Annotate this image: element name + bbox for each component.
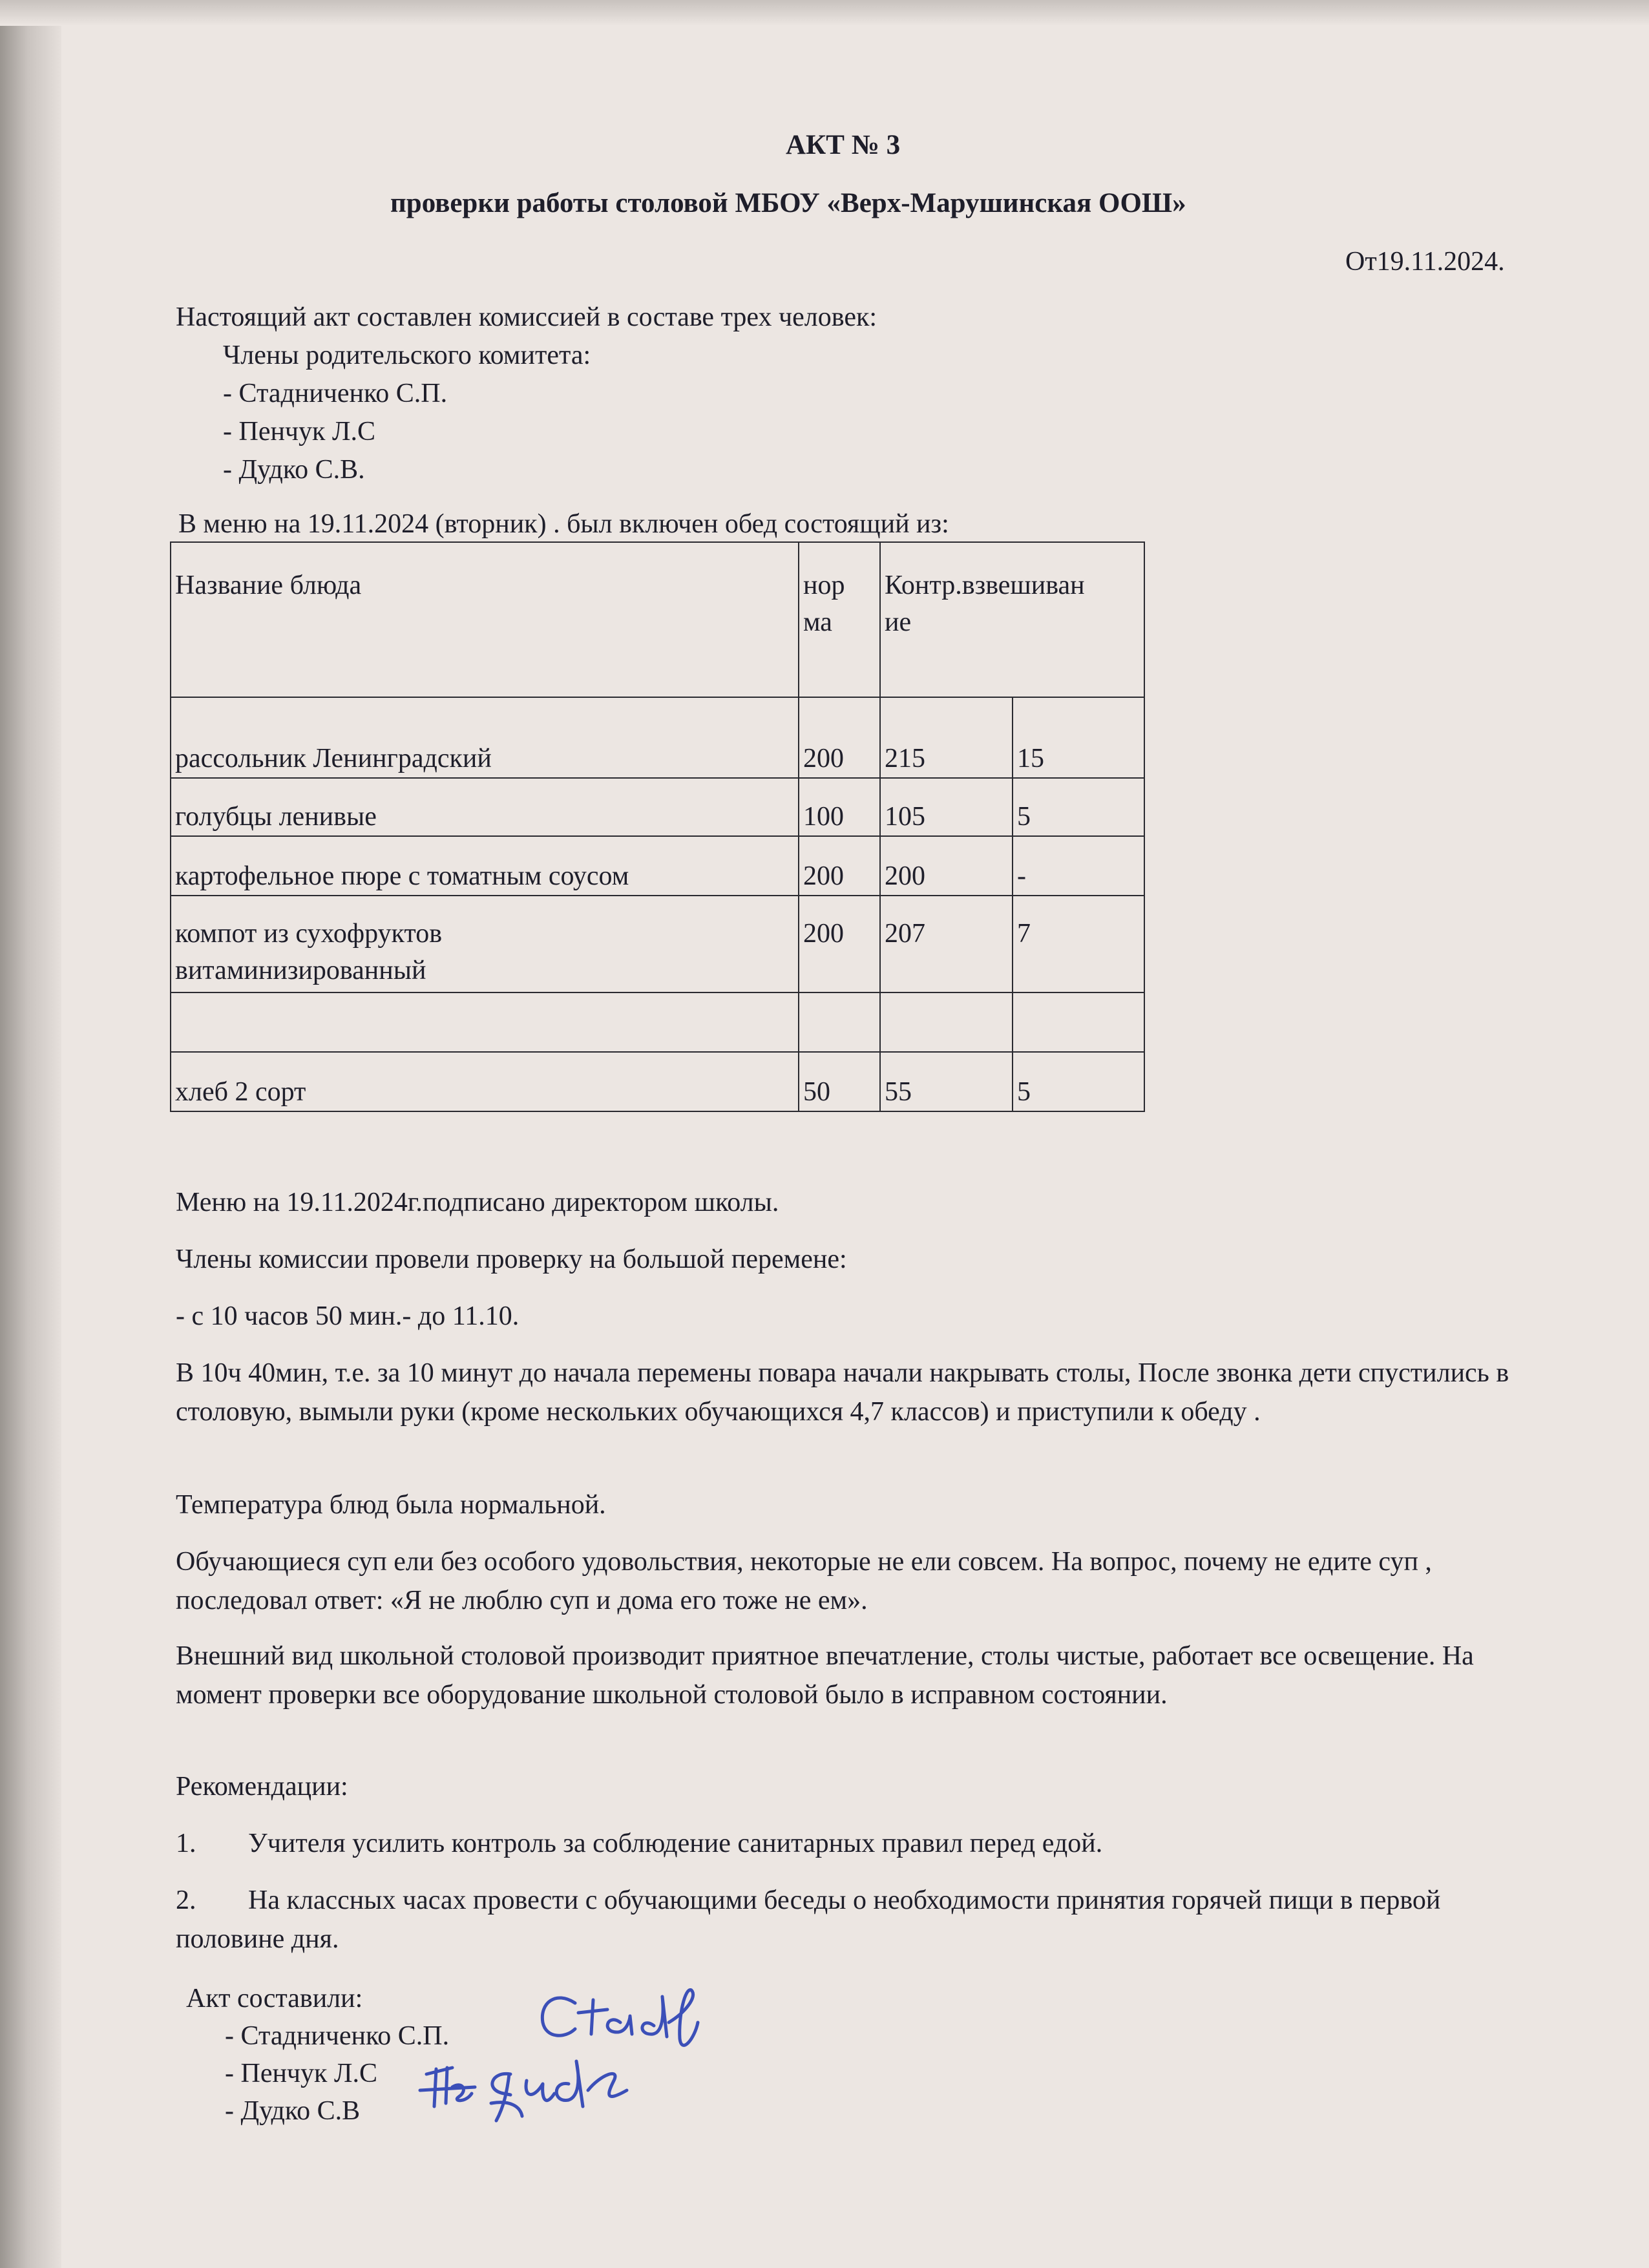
signatory-name: - Пенчук Л.С <box>225 2059 377 2088</box>
cell-dish: компот из сухофруктов витаминизированный <box>171 896 799 992</box>
table-header-row <box>171 542 1144 697</box>
cell-dish: хлеб 2 сорт <box>171 1052 799 1111</box>
commission-member: - Дудко С.В. <box>223 455 365 485</box>
cell-weight: 105 <box>880 778 1013 836</box>
header-dish: Название блюда <box>171 542 799 697</box>
cell-diff: 5 <box>1013 778 1144 836</box>
commission-member: - Пенчук Л.С <box>223 417 375 446</box>
cell-norm: 200 <box>799 836 880 896</box>
cell-diff <box>1013 992 1144 1052</box>
recommendation-item <box>176 1882 1539 1958</box>
recommendation-text: Учителя усилить контроль за соблюдение санитарных правил перед едой. <box>248 1829 1103 1858</box>
table-row <box>171 778 1144 836</box>
cell-dish: рассольник Ленинградский <box>171 697 799 778</box>
list-number: 1. <box>176 1829 196 1858</box>
paragraph-menu-signed: Меню на 19.11.2024г.подписано директором школы. <box>176 1188 779 1217</box>
paragraph-temperature: Температура блюд была нормальной. <box>176 1490 606 1520</box>
menu-intro: В меню на 19.11.2024 (вторник) . был включен обед состоящий из: <box>178 509 949 539</box>
document-date: От19.11.2024. <box>1345 247 1505 277</box>
paragraph-inspection: Члены комиссии провели проверку на большой перемене: <box>176 1244 847 1274</box>
cell-weight <box>880 992 1013 1052</box>
table-row <box>171 697 1144 778</box>
recommendation-item <box>176 1825 1539 1864</box>
commission-group-label: Члены родительского комитета: <box>223 341 591 370</box>
cell-norm: 200 <box>799 697 880 778</box>
table-row <box>171 1052 1144 1111</box>
paragraph-time-range: - с 10 часов 50 мин.- до 11.10. <box>176 1301 520 1331</box>
list-number: 2. <box>176 1885 196 1915</box>
cell-diff: - <box>1013 836 1144 896</box>
header-weighing: Контр.взвешиван ие <box>880 542 1144 697</box>
document-title: АКТ № 3 <box>786 130 901 160</box>
cell-dish: голубцы ленивые <box>171 778 799 836</box>
cell-weight: 55 <box>880 1052 1013 1111</box>
cell-dish: картофельное пюре с томатным соусом <box>171 836 799 896</box>
paragraph-appearance: Внешний вид школьной столовой производит приятное впечатление, столы чистые, работает все освещение. На момент проверки все оборудование школьной столовой было в исправном состоянии. <box>176 1641 1474 1710</box>
recommendation-text: На классных часах провести с обучающими беседы о необходимости принятия горячей пищи в первой половине дня. <box>176 1885 1441 1954</box>
cell-norm: 200 <box>799 896 880 992</box>
cell-norm <box>799 992 880 1052</box>
cell-norm: 50 <box>799 1052 880 1111</box>
menu-table <box>170 541 1145 1112</box>
recommendations-label: Рекомендации: <box>176 1772 348 1801</box>
table-row <box>171 992 1144 1052</box>
cell-diff: 5 <box>1013 1052 1144 1111</box>
cell-dish <box>171 992 799 1052</box>
cell-weight: 200 <box>880 836 1013 896</box>
document-subtitle: проверки работы столовой МБОУ «Верх-Марушинская ООШ» <box>390 188 1186 218</box>
header-norm: нор ма <box>799 542 880 697</box>
cell-norm: 100 <box>799 778 880 836</box>
cell-weight: 215 <box>880 697 1013 778</box>
cell-diff: 7 <box>1013 896 1144 992</box>
cell-weight: 207 <box>880 896 1013 992</box>
commission-intro: Настоящий акт составлен комиссией в составе трех человек: <box>176 302 877 332</box>
commission-member: - Стадниченко С.П. <box>223 379 448 408</box>
signatory-name: - Дудко С.В <box>225 2096 361 2126</box>
signatory-name: - Стадниченко С.П. <box>225 2021 450 2051</box>
handwritten-signature <box>414 1977 750 2139</box>
paragraph-soup: Обучающиеся суп ели без особого удовольствия, некоторые не ели совсем. На вопрос, почему не едите суп , последовал ответ: «Я не люблю суп и дома его тоже не ем». <box>176 1547 1432 1615</box>
signatures-label: Акт составили: <box>186 1984 363 2013</box>
table-row <box>171 836 1144 896</box>
table-row <box>171 896 1144 992</box>
paragraph-lunch-process: В 10ч 40мин, т.е. за 10 минут до начала перемены повара начали накрывать столы, После звонка дети спустились в столовую, вымыли руки (кроме нескольких обучающихся 4,7 классов) и приступили к обеду . <box>176 1358 1509 1427</box>
cell-diff: 15 <box>1013 697 1144 778</box>
